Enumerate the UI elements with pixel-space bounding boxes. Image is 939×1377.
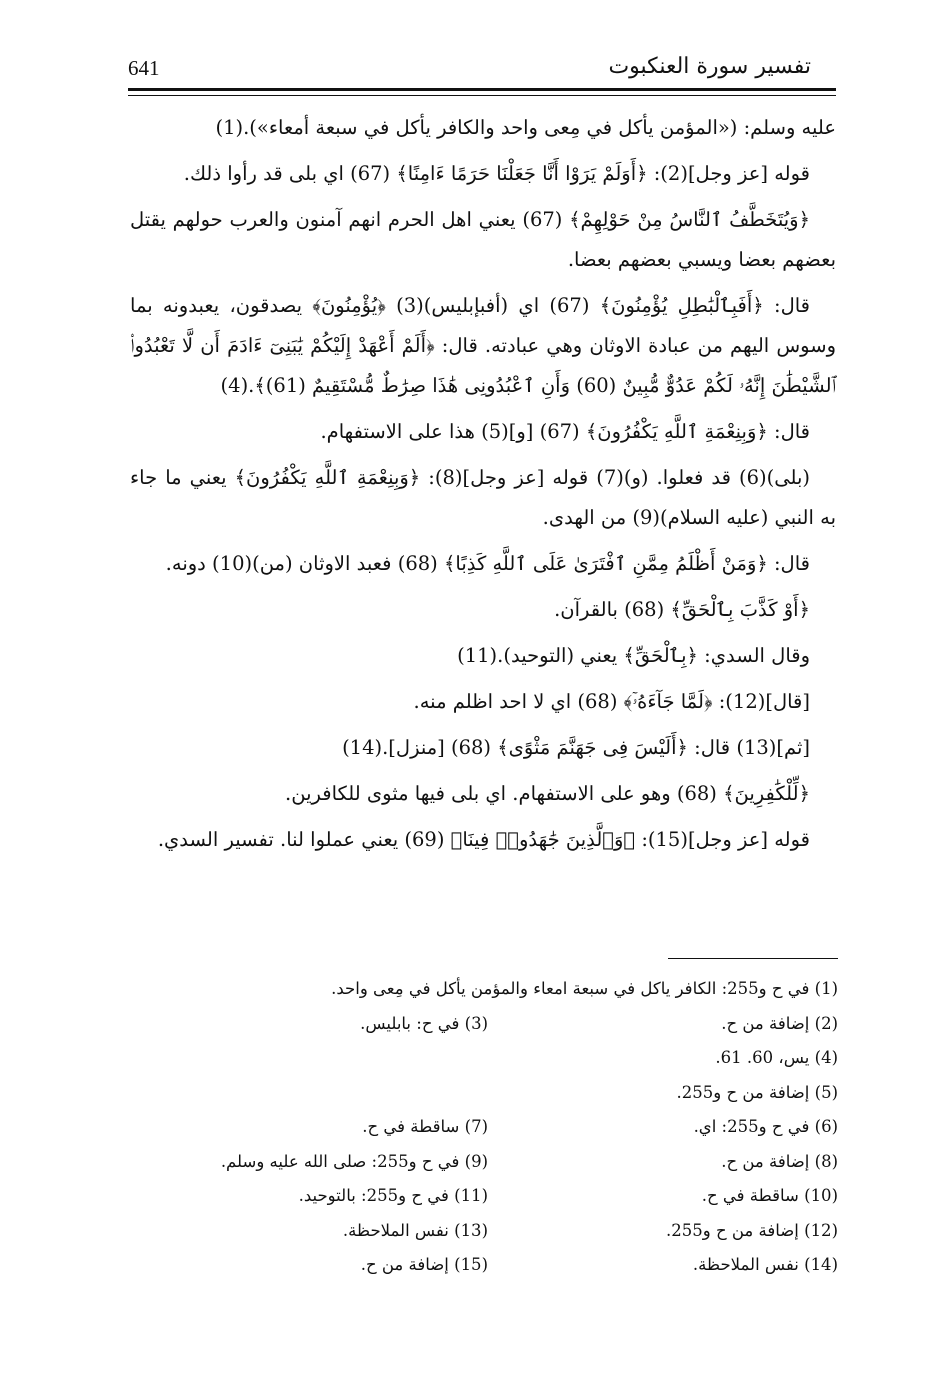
footnote: (3) في ح: بابليس. (360, 1013, 488, 1033)
paragraph: قوله [عز وجل](2): ﴿أَوَلَمْ يَرَوْا أَنَّا جَعَلْنَا حَرَمًا ءَامِنًا﴾ (67) اي بلى قد رأوا ذلك. (183, 162, 810, 185)
paragraph: قال: ﴿وَبِنِعْمَةِ ٱللَّهِ يَكْفُرُونَ﴾ (67) [و](5) هذا على الاستفهام. (320, 420, 810, 443)
footnote: (13) نفس الملاحظة. (342, 1220, 488, 1240)
footnote-separator (668, 958, 838, 959)
footnote: (11) في ح و255: بالتوحيد. (298, 1186, 488, 1205)
paragraph: وقال السدي: ﴿بِٱلْحَقِّ﴾ يعني (التوحيد).(11) (457, 644, 810, 667)
footnote: (8) إضافة من ح. (721, 1151, 838, 1171)
footnote-row (130, 1248, 838, 1283)
footnote: (2) إضافة من ح. (721, 1013, 838, 1033)
paragraph: ﴿وَيُتَخَطَّفُ ٱلنَّاسُ مِنْ حَوْلِهِمْ﴾ (67) يعني اهل الحرم انهم آمنون والعرب حولهم يقتل بعضهم بعضا ويسبي بعضهم بعضا. (130, 208, 836, 271)
paragraph: ﴿لِّلْكَٰفِرِينَ﴾ (68) وهو على الاستفهام. اي بلى فيها مثوى للكافرين. (285, 782, 810, 805)
paragraph: [ثم](13) قال: ﴿أَلَيْسَ فِى جَهَنَّمَ مَثْوًى﴾ (68) [منزل].(14) (342, 736, 810, 759)
footnote-row (130, 972, 838, 1007)
paragraph: قال: ﴿وَمَنْ أَظْلَمُ مِمَّنِ ٱفْتَرَىٰ عَلَى ٱللَّهِ كَذِبًا﴾ (68) فعبد الاوثان (من)(10) دونه. (165, 552, 810, 575)
footnote-row (130, 1007, 838, 1042)
page-number: 641 (128, 56, 160, 80)
footnote-row (130, 1179, 838, 1214)
footnote: (1) في ح و255: الكافر ياكل في سبعة امعاء والمؤمن يأكل في مِعى واحد. (331, 979, 838, 998)
footnote: (4) يس، 60. 61. (715, 1048, 838, 1067)
footnote: (14) نفس الملاحظة. (692, 1255, 838, 1274)
footnote: (12) إضافة من ح و255. (666, 1220, 838, 1240)
footnote: (9) في ح و255: صلى الله عليه وسلم. (220, 1151, 488, 1171)
paragraph: ﴿أَوْ كَذَّبَ بِٱلْحَقِّ﴾ (68) بالقرآن. (554, 598, 810, 621)
footnote: (6) في ح و255: اي. (693, 1117, 838, 1136)
paragraph: [قال](12): ﴿لَمَّا جَآءَهُۥٓ﴾ (68) اي لا احد اظلم منه. (413, 690, 810, 713)
footnote-row (130, 1041, 838, 1076)
footnote: (7) ساقطة في ح. (362, 1117, 488, 1136)
header-rule-thick (128, 88, 836, 91)
running-title: تفسير سورة العنكبوت (608, 54, 811, 79)
footnote-row (130, 1110, 838, 1145)
paragraph: (بلى)(6) قد فعلوا. (و)(7) قوله [عز وجل](8): ﴿وَبِنِعْمَةِ ٱللَّهِ يَكْفُرُونَ﴾ يعني ما جاء به النبي (عليه السلام)(9) من الهدى. (130, 466, 836, 529)
footnote: (15) إضافة من ح. (360, 1255, 488, 1274)
footnote-row (130, 1076, 838, 1111)
footnotes (130, 972, 838, 1283)
paragraph: قال: ﴿أَفَبِٱلْبَٰطِلِ يُؤْمِنُونَ﴾ (67) اي (أفبإبليس)(3) ﴿يُؤْمِنُونَ﴾ يصدقون، يعبدونه بما وسوس اليهم من عبادة الاوثان وهي عبادته. قال: ﴿أَلَمْ أَعْهَدْ إِلَيْكُمْ يَٰبَنِىٓ ءَادَمَ أَن لَّا تَعْبُدُوا۟ ٱلشَّيْطَٰنَ إِنَّهُۥ لَكُمْ عَدُوٌّ مُّبِينٌ (60) وَأَنِ ٱعْبُدُونِى هَٰذَا صِرَٰطٌ مُّسْتَقِيمٌ (61)﴾.(4) (130, 294, 836, 397)
main-text (130, 108, 836, 866)
footnote-row (130, 1145, 838, 1180)
footnote: (5) إضافة من ح و255. (676, 1082, 838, 1102)
header-rule-thin (128, 95, 836, 96)
footnote-row (130, 1214, 838, 1249)
footnote: (10) ساقطة في ح. (701, 1186, 838, 1205)
paragraph: عليه وسلم: («المؤمن يأكل في مِعى واحد والكافر يأكل في سبعة أمعاء»).(1) (215, 116, 836, 139)
paragraph: قوله [عز وجل](15): ﴿وَٱلَّذِينَ جَٰهَدُوا۟ فِينَا﴾ (69) يعني عملوا لنا. تفسير السدي. (157, 828, 810, 851)
